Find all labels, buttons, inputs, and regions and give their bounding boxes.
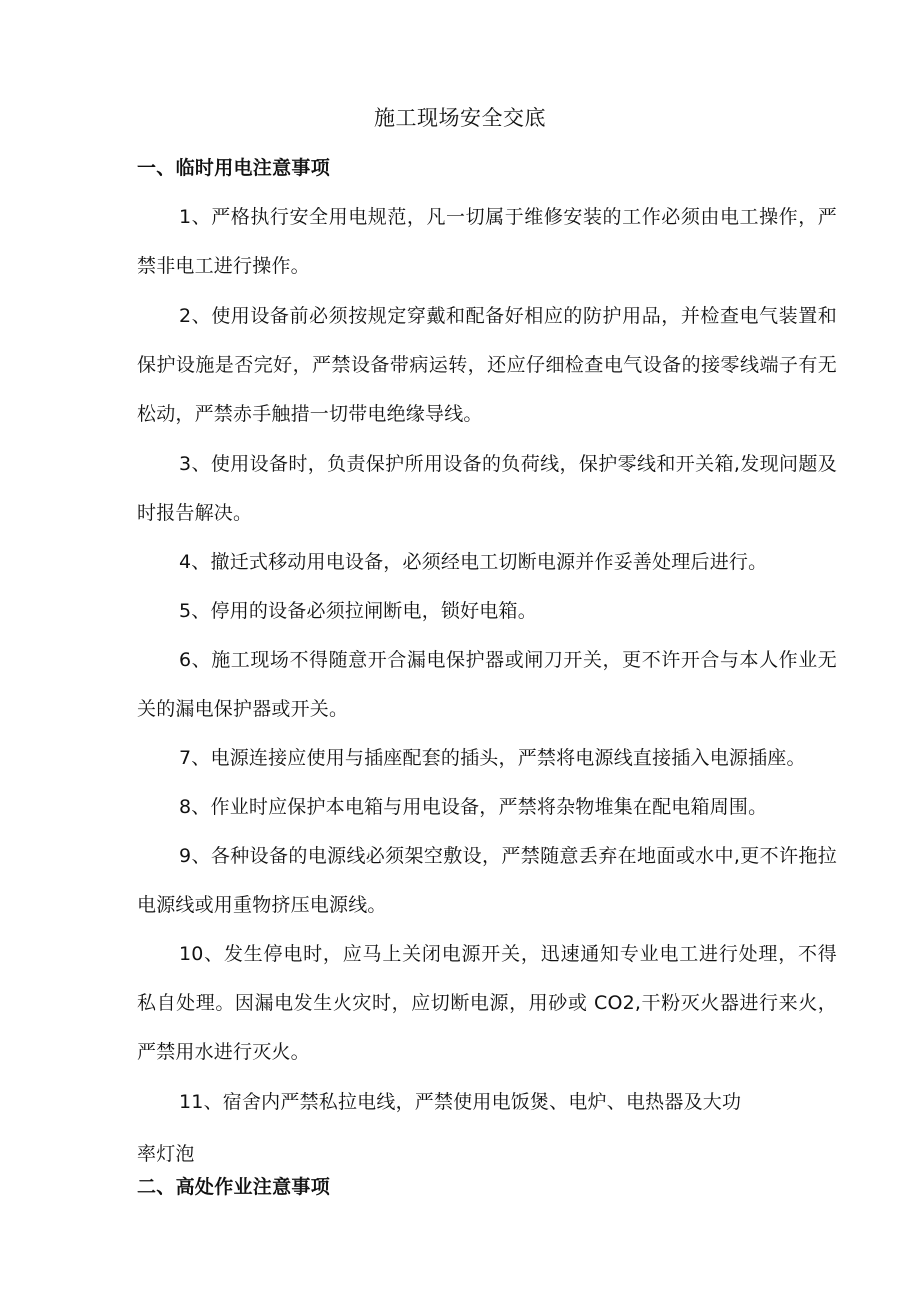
paragraph-item-3: 3、使用设备时，负责保护所用设备的负荷线，保护零线和开关箱,发现问题及时报告解决。 — [137, 453, 837, 524]
paragraph-item-5: 5、停用的设备必须拉闸断电，锁好电箱。 — [179, 600, 537, 622]
paragraph-item-4: 4、撤迁式移动用电设备，必须经电工切断电源并作妥善处理后进行。 — [179, 551, 768, 573]
section-heading-temporary-electricity: 一、临时用电注意事项 — [137, 157, 331, 179]
paragraph-item-8: 8、作业时应保护本电箱与用电设备，严禁将杂物堆集在配电箱周围。 — [179, 796, 768, 818]
paragraph-item-11: 11、宿舍内严禁私拉电线，严禁使用电饭煲、电炉、电热器及大功 — [179, 1091, 742, 1113]
paragraph-item-6: 6、施工现场不得随意开合漏电保护器或闸刀开关，更不许开合与本人作业无关的漏电保护器或开关。 — [137, 649, 837, 720]
document-title: 施工现场安全交底 — [374, 106, 546, 130]
paragraph-item-2: 2、使用设备前必须按规定穿戴和配备好相应的防护用品，并检查电气装置和保护设施是否完好，严禁设备带病运转，还应仔细检查电气设备的接零线端子有无松动，严禁赤手触措一切带电绝缘导线。 — [137, 305, 837, 425]
paragraph-item-11-continuation: 率灯泡 — [137, 1143, 195, 1165]
paragraph-item-1: 1、严格执行安全用电规范，凡一切属于维修安装的工作必须由电工操作，严禁非电工进行操作。 — [137, 206, 837, 277]
section-heading-high-altitude-work: 二、高处作业注意事项 — [137, 1176, 331, 1198]
paragraph-item-7: 7、电源连接应使用与插座配套的插头，严禁将电源线直接插入电源插座。 — [179, 747, 806, 769]
paragraph-item-10: 10、发生停电时，应马上关闭电源开关，迅速通知专业电工进行处理，不得私自处理。因漏电发生火灾时，应切断电源，用砂或 CO2,干粉灭火器进行来火，严禁用水进行灭火。 — [137, 943, 837, 1063]
paragraph-item-9: 9、各种设备的电源线必须架空敷设，严禁随意丢弃在地面或水中,更不许拖拉电源线或用重物挤压电源线。 — [137, 845, 837, 916]
